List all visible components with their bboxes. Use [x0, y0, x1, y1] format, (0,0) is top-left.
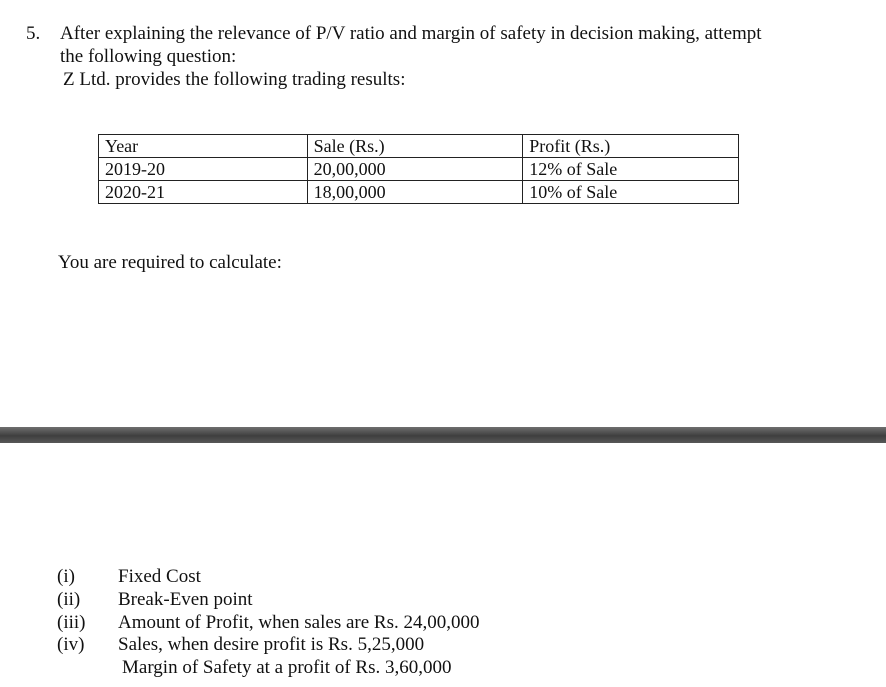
table-cell: 10% of Sale [523, 181, 739, 204]
list-item-number: (iii) [57, 612, 86, 633]
table-cell: 12% of Sale [523, 158, 739, 181]
list-item-number: (iv) [57, 634, 85, 655]
list-item-number: (i) [57, 566, 75, 587]
table-cell: 18,00,000 [307, 181, 523, 204]
header-profit: Profit (Rs.) [523, 135, 739, 158]
header-year: Year [99, 135, 308, 158]
question-number: 5. [26, 23, 41, 44]
list-item-number: (ii) [57, 589, 81, 610]
header-sale: Sale (Rs.) [307, 135, 523, 158]
table-header-row [99, 135, 739, 158]
list-item-text: Break-Even point [118, 589, 253, 610]
table-cell: 20,00,000 [307, 158, 523, 181]
trading-results-table [98, 134, 739, 204]
question-line-3: Z Ltd. provides the following trading results: [63, 69, 406, 90]
list-item-text: Amount of Profit, when sales are Rs. 24,00,000 [118, 612, 480, 633]
list-item-text: Sales, when desire profit is Rs. 5,25,000 [118, 634, 425, 655]
list-item-text: Fixed Cost [118, 566, 201, 587]
page-divider [0, 427, 886, 443]
question-line-2: the following question: [60, 46, 237, 67]
table-row [99, 181, 739, 204]
list-item-text: Margin of Safety at a profit of Rs. 3,60,000 [122, 657, 452, 678]
table-cell: 2020-21 [99, 181, 308, 204]
instruction-text: You are required to calculate: [58, 252, 282, 273]
question-line-1: After explaining the relevance of P/V ratio and margin of safety in decision making, attempt [60, 23, 762, 44]
table-row [99, 158, 739, 181]
table-cell: 2019-20 [99, 158, 308, 181]
